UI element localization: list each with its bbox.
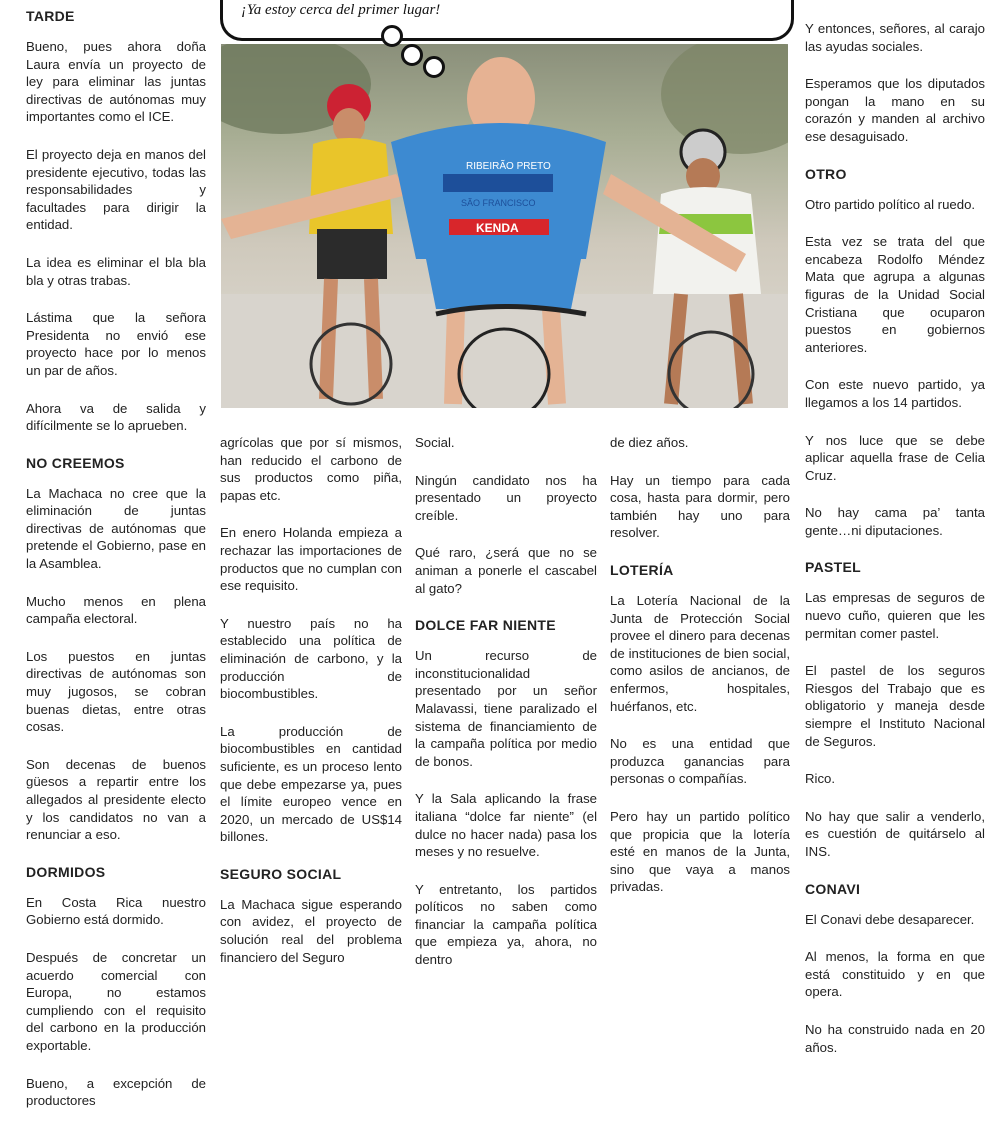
column-2 bbox=[220, 434, 402, 986]
paragraph: Las empresas de seguros de nuevo cuño, quieren que les permitan comer pastel. bbox=[805, 590, 985, 641]
section-title-seguro-social: SEGURO SOCIAL bbox=[220, 865, 342, 882]
paragraph: Ahora va de salida y difícilmente se lo aprueben. bbox=[26, 400, 206, 434]
shorts bbox=[426, 259, 581, 309]
paragraph: La Machaca sigue esperando con avidez, el proyecto de solución real del problema financiero del Seguro bbox=[220, 896, 402, 965]
paragraph: En enero Holanda empieza a rechazar las importaciones de productos que no cumplan con ese requisito. bbox=[220, 525, 402, 594]
thought-dot bbox=[401, 44, 423, 66]
paragraph: Esta vez se trata del que encabeza Rodolfo Méndez Mata que agrupa a algunas figuras de la Unidad Social Cristiana que ocuparon puestos en gobiernos anteriores. bbox=[805, 234, 985, 355]
paragraph: Ningún candidato nos ha presentado un proyecto creíble. bbox=[415, 472, 597, 523]
paragraph: Y nos luce que se debe aplicar aquella frase de Celia Cruz. bbox=[805, 432, 985, 483]
paragraph: Y la Sala aplicando la frase italiana “dolce far niente” (el dulce no hacer nada) pasa los meses y no resuelve. bbox=[415, 791, 597, 860]
cyclists-illustration bbox=[221, 44, 788, 408]
road bbox=[221, 294, 788, 408]
paragraph: La Lotería Nacional de la Junta de Protección Social provee el dinero para decenas de instituciones de bien social, como asilos de ancianos, de enfermos, hospitales, huérfanos, etc. bbox=[610, 592, 790, 714]
thought-dot bbox=[423, 56, 445, 78]
shorts bbox=[317, 229, 387, 279]
paragraph: Pero hay un partido político que propicia que la lotería esté en manos de la Junta, sino que vaya a manos privadas. bbox=[610, 808, 790, 895]
paragraph: Mucho menos en plena campaña electoral. bbox=[26, 593, 206, 627]
paragraph: La idea es eliminar el bla bla bla y otras trabas. bbox=[26, 254, 206, 288]
section-title-dolce-far-niente: DOLCE FAR NIENTE bbox=[415, 617, 556, 634]
section-title-dormidos: DORMIDOS bbox=[26, 863, 106, 880]
paragraph: Bueno, a excepción de productores bbox=[26, 1075, 206, 1109]
leg bbox=[453, 309, 456, 404]
paragraph: Y nuestro país no ha establecido una política de eliminación de carbono, y la producción de biocombustibles. bbox=[220, 615, 402, 702]
foliage bbox=[661, 44, 788, 154]
paragraph: Lástima que la señora Presidenta no envió ese proyecto hace por lo menos un par de años. bbox=[26, 310, 206, 378]
paragraph: Otro partido político al ruedo. bbox=[805, 196, 976, 212]
paragraph: Esperamos que los diputados pongan la mano en su corazón y manden al archivo ese desaguisado. bbox=[805, 76, 985, 144]
section-title-tarde: TARDE bbox=[26, 8, 75, 24]
jersey-text: RIBEIRÃO PRETO bbox=[466, 161, 551, 172]
column-5 bbox=[805, 20, 985, 1076]
paragraph: Al menos, la forma en que está constituido y en que opera. bbox=[805, 949, 985, 1000]
paragraph: El pastel de los seguros Riesgos del Trabajo que es obligatorio y maneja desde siempre el Instituto Nacional de Seguros. bbox=[805, 663, 985, 749]
paragraph: Un recurso de inconstitucionalidad presentado por un señor Malavassi, tiene paralizado el sistema de financiamiento de la campaña política por medio de bonos. bbox=[415, 648, 597, 769]
section-title-no-creemos: NO CREEMOS bbox=[26, 454, 125, 471]
paragraph: No hay cama pa’ tanta gente…ni diputaciones. bbox=[805, 505, 985, 538]
paragraph: La producción de biocombustibles en cantidad suficiente, es un proceso lento que debe empezarse ya, pues el límite europeo vence en 2020, un mercado de US$14 billones. bbox=[220, 723, 402, 845]
leg bbox=[326, 279, 331, 399]
thought-dot bbox=[381, 25, 403, 47]
section-title-loteria: LOTERÍA bbox=[610, 561, 674, 578]
paragraph: Son decenas de buenos güesos a repartir entre los allegados al presidente electo y los candidatos no van a renunciar a eso. bbox=[26, 756, 206, 843]
column-4 bbox=[610, 434, 790, 916]
paragraph: La Machaca no cree que la eliminación de juntas directivas de autónomas que pretende el Gobierno, pase en la Asamblea. bbox=[26, 485, 206, 572]
cyclists-photo bbox=[221, 44, 788, 408]
jersey-text: KENDA bbox=[476, 221, 519, 235]
column-3 bbox=[415, 434, 597, 989]
paragraph: Hay un tiempo para cada cosa, hasta para dormir, pero también hay uno para resolver. bbox=[610, 472, 790, 541]
section-title-otro: OTRO bbox=[805, 165, 847, 182]
paragraph: de diez años. bbox=[610, 435, 689, 450]
paragraph: Y entonces, señores, al carajo las ayudas sociales. bbox=[805, 21, 985, 54]
speech-bubble bbox=[220, 0, 794, 41]
paragraph: Social. bbox=[415, 435, 455, 450]
paragraph: Rico. bbox=[805, 771, 836, 787]
paragraph: No hay que salir a venderlo, es cuestión de quitárselo al INS. bbox=[805, 808, 985, 859]
paragraph: agrícolas que por sí mismos, han reducido el carbono de sus productos como piña, papas etc. bbox=[220, 435, 402, 503]
column-1 bbox=[26, 8, 206, 1130]
leg bbox=[371, 279, 376, 399]
paragraph: Con este nuevo partido, ya llegamos a los 14 partidos. bbox=[805, 377, 985, 410]
speech-bubble-text: ¡Ya estoy cerca del primer lugar! bbox=[241, 2, 441, 18]
section-title-conavi: CONAVI bbox=[805, 880, 861, 897]
paragraph: En Costa Rica nuestro Gobierno está dormido. bbox=[26, 894, 206, 928]
paragraph: Después de concretar un acuerdo comercial con Europa, no estamos cumpliendo con el requisito del carbono en la producción exportable. bbox=[26, 949, 206, 1053]
leg bbox=[551, 309, 557, 404]
paragraph: Los puestos en juntas directivas de autónomas son muy jugosos, se cobran buenas dietas, entre otras cosas. bbox=[26, 648, 206, 735]
paragraph: Y entretanto, los partidos políticos no saben como financiar la campaña política que empieza ya, ahora, no dentro bbox=[415, 881, 597, 968]
jersey-text: SÃO FRANCISCO bbox=[461, 198, 536, 208]
paragraph: El proyecto deja en manos del presidente ejecutivo, todas las responsabilidades y facultades para dirigir la entidad. bbox=[26, 146, 206, 233]
paragraph: No ha construido nada en 20 años. bbox=[805, 1021, 985, 1055]
paragraph: Qué raro, ¿será que no se animan a ponerle el cascabel al gato? bbox=[415, 545, 597, 596]
paragraph: El Conavi debe desaparecer. bbox=[805, 911, 975, 927]
jersey-band bbox=[443, 174, 553, 192]
paragraph: Bueno, pues ahora doña Laura envía un proyecto de ley para eliminar las juntas directivas de autónomas muy importantes como el ICE. bbox=[26, 39, 206, 125]
paragraph: No es una entidad que produzca ganancias para personas o compañías. bbox=[610, 736, 790, 787]
section-title-pastel: PASTEL bbox=[805, 559, 861, 576]
